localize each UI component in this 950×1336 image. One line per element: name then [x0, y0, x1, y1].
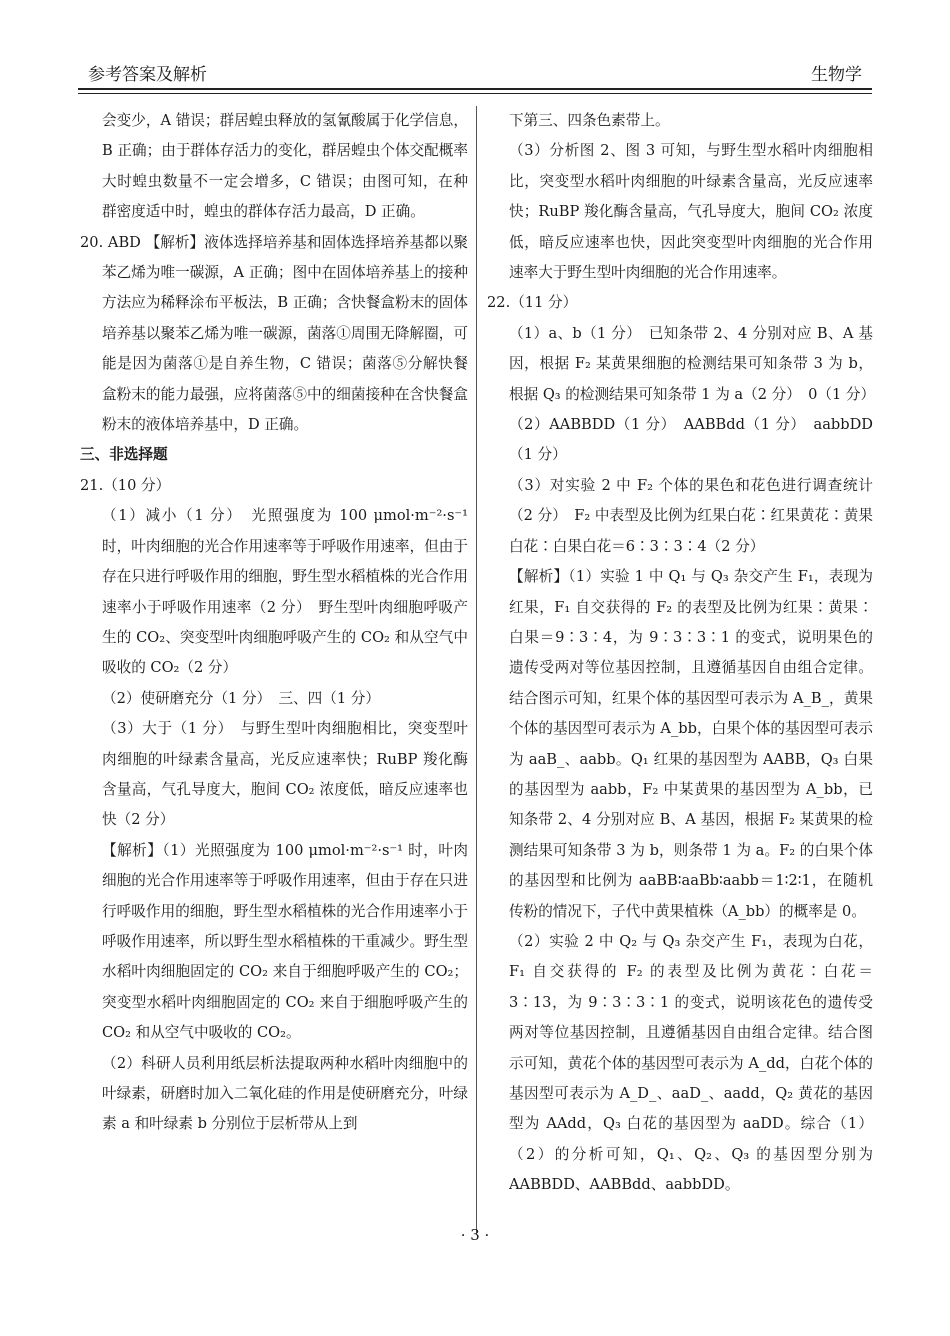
- right-column: [487, 106, 876, 1201]
- left-column: [80, 106, 468, 1140]
- paragraph: 会变少，A 错误；群居蝗虫释放的氢氰酸属于化学信息，B 正确；由于群体存活力的变化，群居蝗虫个体交配概率大时蝗虫数量不一定会增多，C 错误；由图可知，在种群密度适中时，蝗虫的群体存活力最高，D 正确。: [102, 112, 468, 221]
- page-header: [78, 58, 872, 90]
- section-heading: 三、非选择题: [80, 446, 168, 464]
- header-right-title: 生物学: [811, 65, 862, 85]
- answer-21-part-3: （3）大于（1 分） 与野生型叶肉细胞相比，突变型叶肉细胞的叶绿素含量高，光反应速率快；RuBP 羧化酶含量高，气孔导度大，胞间 CO₂ 浓度低，暗反应速率也快（2 分）: [102, 720, 468, 829]
- analysis-21-part-2: （2）科研人员利用纸层析法提取两种水稻叶肉细胞中的叶绿素，研磨时加入二氧化硅的作用是使研磨充分，叶绿素 a 和叶绿素 b 分别位于层析带从上到: [102, 1054, 468, 1133]
- paragraph: 下第三、四条色素带上。: [509, 112, 670, 129]
- answer-21-part-2: （2）使研磨充分（1 分） 三、四（1 分）: [102, 689, 380, 707]
- analysis-21-part-3: （3）分析图 2、图 3 可知，与野生型水稻叶肉细胞相比，突变型水稻叶肉细胞的叶绿素含量高，光反应速率快；RuBP 羧化酶含量高，气孔导度大，胞间 CO₂ 浓度低，暗反应速率也快，因此突变型叶肉细胞的光合作用速率大于野生型叶肉细胞的光合作用速率。: [509, 142, 873, 282]
- question-number-22: 22.（11 分）: [487, 294, 578, 312]
- header-left-title: 参考答案及解析: [88, 65, 207, 85]
- answer-22-part-2: （2）AABBDD（1 分） AABBdd（1 分） aabbDD（1 分）: [509, 416, 873, 464]
- analysis-22-part-1: 【解析】（1）实验 1 中 Q₁ 与 Q₃ 杂交产生 F₁，表现为红果，F₁ 自交获得的 F₂ 的表型及比例为红果∶黄果∶白果＝9∶3∶4，为 9∶3∶3∶1 的变式，说明果色的遗传受两对等位基因控制，且遵循基因自由组合定律。结合图示可知，红果个体的基因型可表示为 A_B_，黄果个体的基因型可表示为 A_bb，白果个体的基因型可表示为 aaB_、aabb。Q₁ 红果的基因型为 AABB，Q₃ 白果的基因型为 aabb，F₂ 中某黄果的基因型为 A_bb，已知条带 2、4 分别对应 B、A 基因，根据 F₂ 某黄果的检测结果可知条带 3 为 b，则条带 1 为 a。F₂ 的白果个体的基因型和比例为 aaBB∶aaBb∶aabb＝1∶2∶1，在随机传粉的情况下，子代中黄果植株（A_bb）的概率是 0。: [509, 568, 873, 920]
- answer-21-part-1: （1）减小（1 分） 光照强度为 100 μmol·m⁻²·s⁻¹ 时，叶肉细胞的光合作用速率等于呼吸作用速率，但由于存在只进行呼吸作用的细胞，野生型水稻植株的光合作用速率小于呼吸作用速率（2 分） 野生型叶肉细胞呼吸产生的 CO₂、突变型叶肉细胞呼吸产生的 CO₂ 和从空气中吸收的 CO₂（2 分）: [102, 507, 468, 677]
- analysis-22-part-2: （2）实验 2 中 Q₂ 与 Q₃ 杂交产生 F₁，表现为白花，F₁ 自交获得的 F₂ 的表型及比例为黄花∶白花＝3∶13，为 9∶3∶3∶1 的变式，说明该花色的遗传受两对等位基因控制，且遵循基因自由组合定律。结合图示可知，黄花个体的基因型可表示为 A_dd，白花个体的基因型可表示为 A_D_、aaD_、aadd，Q₂ 黄花的基因型为 AAdd，Q₃ 白花的基因型为 aaDD。综合（1）（2）的分析可知，Q₁、Q₂、Q₃ 的基因型分别为 AABBDD、AABBdd、aabbDD。: [509, 932, 873, 1194]
- column-divider: [476, 106, 477, 1234]
- answer-22-part-1: （1）a、b（1 分） 已知条带 2、4 分别对应 B、A 基因，根据 F₂ 某黄果细胞的检测结果可知条带 3 为 b，根据 Q₃ 的检测结果可知条带 1 为 a（2 分） 0（1 分）: [509, 324, 876, 403]
- question-number-21: 21.（10 分）: [80, 476, 171, 494]
- analysis-21-part-1: 【解析】（1）光照强度为 100 μmol·m⁻²·s⁻¹ 时，叶肉细胞的光合作用速率等于呼吸作用速率，但由于存在只进行呼吸作用的细胞，野生型水稻植株的光合作用速率小于呼吸作用速率，所以野生型水稻植株的干重减少。野生型水稻叶肉细胞固定的 CO₂ 来自于细胞呼吸产生的 CO₂；突变型水稻叶肉细胞固定的 CO₂ 来自于细胞呼吸产生的 CO₂ 和从空气中吸收的 CO₂。: [102, 841, 468, 1042]
- answer-item-20: 20. ABD 【解析】液体选择培养基和固体选择培养基都以聚苯乙烯为唯一碳源，A 正确；图中在固体培养基上的接种方法应为稀释涂布平板法，B 正确；含快餐盒粉末的固体培养基以聚苯乙烯为唯一碳源，菌落①周围无降解圈，可能是因为菌落①是自养生物，C 错误；菌落⑤分解快餐盒粉末的能力最强，应将菌落⑤中的细菌接种在含快餐盒粉末的液体培养基中，D 正确。: [80, 233, 468, 434]
- answer-22-part-3: （3）对实验 2 中 F₂ 个体的果色和花色进行调查统计（2 分） F₂ 中表型及比例为红果白花∶红果黄花∶黄果白花∶白果白花＝6∶3∶3∶4（2 分）: [509, 476, 873, 555]
- page-number: · 3 ·: [460, 1226, 490, 1244]
